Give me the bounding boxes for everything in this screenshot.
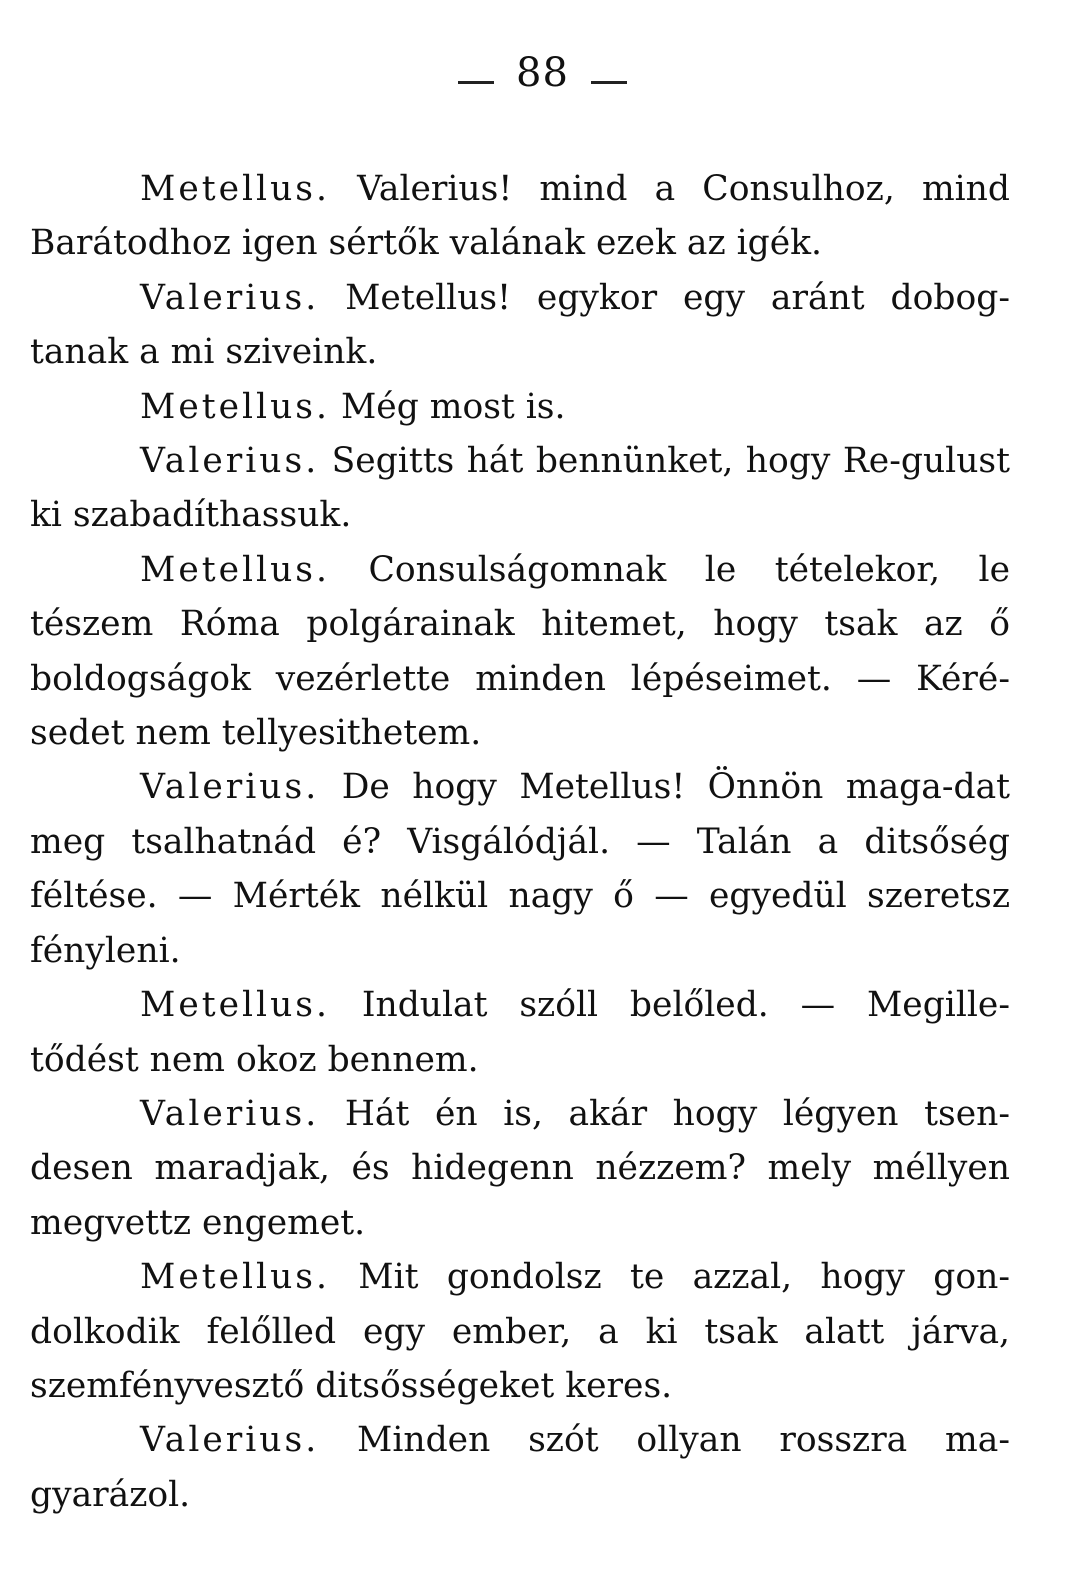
speech-text: Indulat szóll belőled. — Megille-tődést nem okoz bennem. (30, 985, 1010, 1080)
dialogue-line (30, 760, 1010, 978)
speech-text: Hát én is, akár hogy légyen tsen-desen maradjak, és hidegenn nézzem? mely méllyen megvettz engemet. (30, 1093, 1010, 1243)
speech-text: Mit gondolsz te azzal, hogy gon-dolkodik felőlled egy ember, a ki tsak alatt járva, szemfényvesztő ditsősségeket keres. (30, 1257, 1010, 1406)
page-number-header (0, 48, 1085, 98)
speaker-name: Valerius. (140, 1420, 320, 1461)
speech-text: Metellus! egykor egy aránt dobog-tanak a mi sziveink. (30, 277, 1010, 373)
dialogue-line (30, 434, 1010, 543)
speaker-name: Valerius. (140, 1093, 320, 1134)
dialogue-line (30, 978, 1010, 1087)
speech-text: Consulságomnak le tételekor, le tészem Róma polgárainak hitemet, hogy tsak az ő boldogságok vezérlette minden lépéseimet. — Kéré-sedet nem tellyesithetem. (30, 549, 1010, 754)
dialogue-line (30, 1250, 1010, 1413)
page-number: 88 (516, 50, 569, 96)
speaker-name: Valerius. (140, 277, 320, 318)
dialogue-line (30, 271, 1010, 380)
speech-text: Segitts hát bennünket, hogy Re-gulust ki szabadíthassuk. (30, 441, 1011, 536)
dialogue-line (30, 1413, 1010, 1522)
speaker-name: Metellus. (140, 549, 330, 590)
left-ornament-dash (458, 81, 494, 84)
speaker-name: Metellus. (140, 985, 330, 1026)
dialogue-line (30, 1087, 1010, 1250)
speech-text: De hogy Metellus! Önnön maga-dat meg tsalhatnád é? Visgálódjál. — Talán a ditsőség féltése. — Mérték nélkül nagy ő — egyedül szeretsz fényleni. (30, 767, 1011, 971)
speaker-name: Valerius. (140, 441, 320, 482)
speaker-name: Metellus. (140, 1257, 330, 1298)
dialogue-text (30, 162, 1010, 1522)
dialogue-line (30, 380, 1010, 434)
right-ornament-dash (591, 81, 627, 84)
speaker-name: Metellus. (140, 169, 330, 209)
speaker-name: Valerius. (140, 767, 320, 808)
speech-text: Minden szót ollyan rosszra ma-gyarázol. (30, 1420, 1010, 1515)
dialogue-line (30, 543, 1010, 761)
speech-text: Valerius! mind a Consulhoz, mind Barátodhoz igen sértők valának ezek az igék. (30, 169, 1010, 264)
speech-text: Még most is. (340, 386, 566, 427)
dialogue-line (30, 162, 1010, 271)
speaker-name: Metellus. (140, 386, 330, 427)
